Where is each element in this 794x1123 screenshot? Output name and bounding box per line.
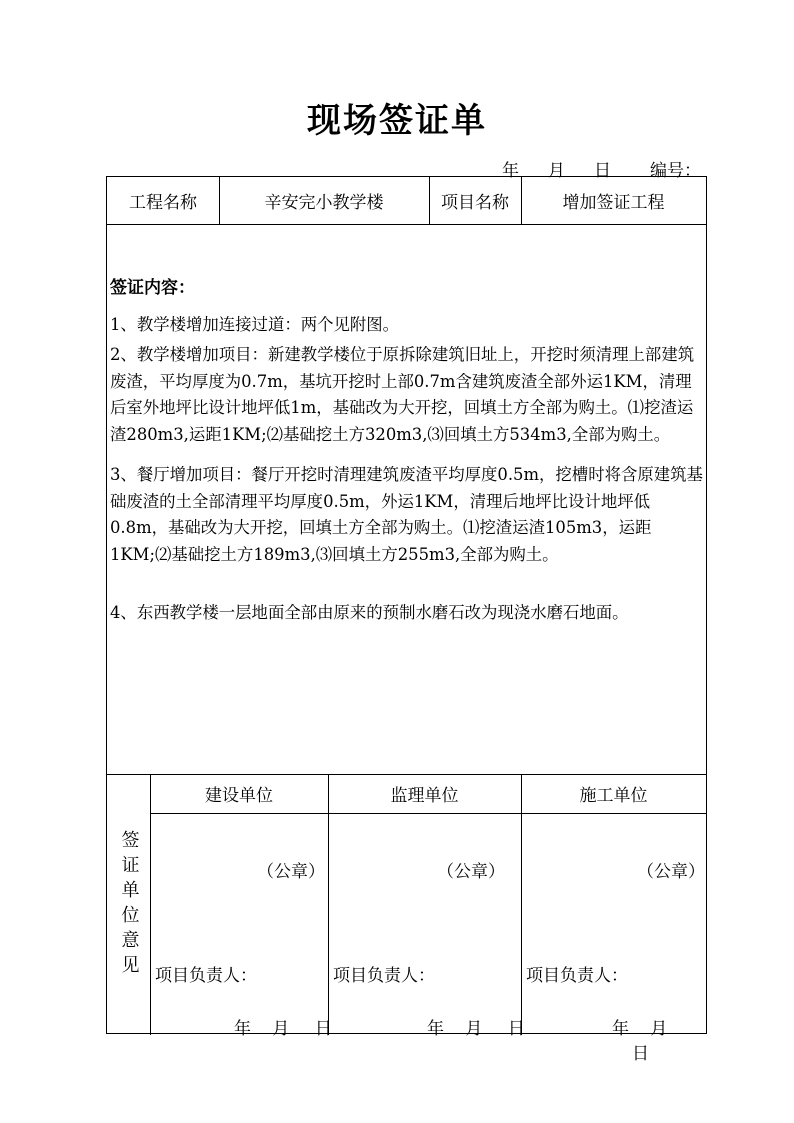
stamp-contractor: （公章）: [637, 862, 705, 882]
col-divider: [328, 774, 329, 1035]
date-month: 月: [272, 1019, 290, 1039]
stamp-supervision: （公章）: [437, 862, 505, 882]
content-item-4: 4、东西教学楼一层地面全部由原来的预制水磨石改为现浇水磨石地面。: [110, 603, 629, 622]
header-month: 月: [548, 161, 565, 181]
item-name-label: 项目名称: [441, 193, 509, 213]
content-item-3: 3、餐厅增加项目：餐厅开挖时清理建筑废渣平均厚度0.5m，挖槽时将含原建筑基础废渣的土全部清理平均厚度0.5m，外运1KM，清理后地坪比设计地坪低0.8m，基础改为大开挖，回填土方全部为购土。⑴挖渣运渣105m3，运距1KM;⑵基础挖土方189m3,⑶回填土方255m3,全部为购土。: [110, 465, 703, 564]
signature-side-label: 签证单位意见: [118, 830, 140, 980]
row-divider: [107, 224, 706, 225]
content-heading: 签证内容：: [110, 278, 195, 298]
content-item-1: 1、教学楼增加连接过道：两个见附图。: [110, 314, 400, 334]
unit-construction: 建设单位: [205, 786, 273, 806]
responsible-construction: 项目负责人：: [155, 966, 257, 986]
date-supervision: [427, 1014, 525, 1039]
date-month: 月: [465, 1019, 483, 1039]
visa-content: [110, 275, 704, 633]
unit-supervision: 监理单位: [390, 786, 459, 806]
date-day: 日: [314, 1019, 332, 1039]
date-year: 年: [234, 1019, 251, 1039]
project-name-value: 辛安完小教学楼: [264, 193, 384, 213]
document-title: 现场签证单: [307, 101, 487, 141]
responsible-supervision: 项目负责人：: [333, 966, 435, 986]
date-year: 年: [427, 1019, 444, 1039]
visa-form-table: [106, 176, 707, 1064]
date-day: 日: [507, 1019, 525, 1039]
content-item-2: 2、教学楼增加项目：新建教学楼位于原拆除建筑旧址上，开挖时须清理上部建筑废渣，平均厚度为0.7m，基坑开挖时上部0.7m含建筑废渣全部外运1KM，清理后室外地坪比设计地坪低1m，基础改为大开挖，回填土方全部为购土。⑴挖渣运渣280m3,运距1KM;⑵基础挖土方320m3,⑶回填土方534m3,全部为购土。: [110, 345, 695, 444]
project-name-label: 工程名称: [129, 193, 197, 213]
responsible-contractor: 项目负责人：: [526, 966, 628, 986]
stamp-construction: （公章）: [257, 862, 325, 882]
header-day: 日: [594, 161, 611, 181]
col-divider: [521, 774, 522, 1035]
date-month: 月: [650, 1019, 668, 1039]
date-contractor: [612, 1014, 706, 1064]
item-name-value: 增加签证工程: [562, 193, 665, 213]
date-day: 日: [632, 1044, 649, 1064]
date-construction: [234, 1014, 332, 1039]
header-number-label: 编号：: [650, 161, 701, 181]
date-year: 年: [612, 1019, 629, 1039]
unit-contractor: 施工单位: [579, 786, 648, 806]
header-year: 年: [502, 161, 519, 181]
row-divider: [150, 813, 706, 814]
